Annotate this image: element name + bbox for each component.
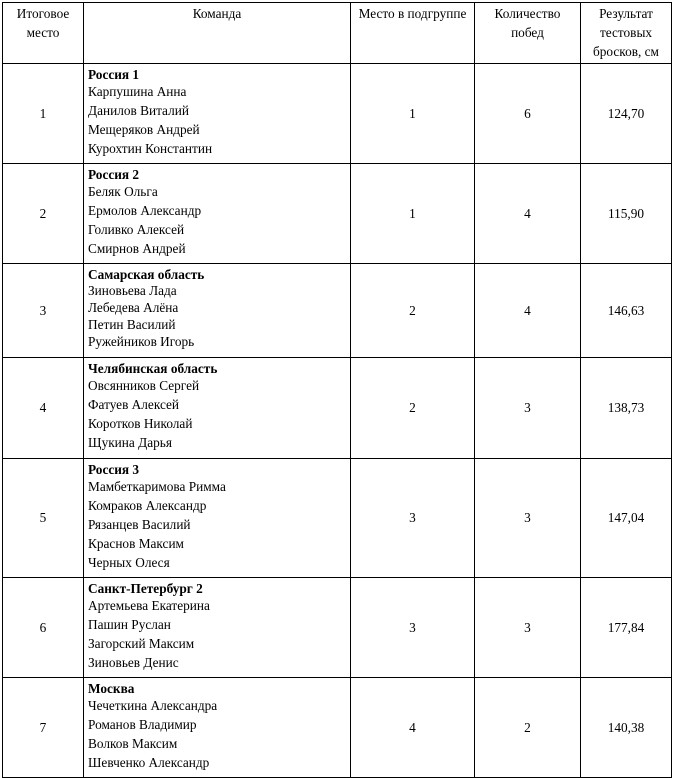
subgroup-place-cell: 3 — [351, 459, 475, 578]
subgroup-place-cell: 2 — [351, 358, 475, 459]
team-member: Зиновьева Лада — [88, 283, 177, 298]
team-name: Челябинская область — [88, 361, 218, 376]
team-name: Самарская область — [88, 267, 205, 282]
place-cell: 6 — [3, 578, 84, 678]
team-member: Данилов Виталий — [88, 103, 189, 118]
place-cell: 4 — [3, 358, 84, 459]
table-row — [3, 358, 672, 459]
result-cell: 115,90 — [581, 164, 672, 264]
team-cell — [84, 678, 351, 778]
table-row — [3, 264, 672, 358]
table-row — [3, 164, 672, 264]
place-cell: 7 — [3, 678, 84, 778]
wins-cell: 4 — [475, 264, 581, 358]
table-row — [3, 459, 672, 578]
subgroup-place-cell: 3 — [351, 578, 475, 678]
team-member: Пашин Руслан — [88, 617, 171, 632]
table-row — [3, 678, 672, 778]
wins-cell: 3 — [475, 578, 581, 678]
team-cell — [84, 164, 351, 264]
wins-cell: 4 — [475, 164, 581, 264]
team-member: Мещеряков Андрей — [88, 122, 200, 137]
team-member: Курохтин Константин — [88, 141, 213, 156]
team-member: Романов Владимир — [88, 717, 197, 732]
result-cell: 177,84 — [581, 578, 672, 678]
subgroup-place-cell: 2 — [351, 264, 475, 358]
team-member: Ермолов Александр — [88, 203, 202, 218]
place-cell: 3 — [3, 264, 84, 358]
result-cell: 147,04 — [581, 459, 672, 578]
place-cell: 5 — [3, 459, 84, 578]
team-member: Мамбеткаримова Римма — [88, 479, 226, 494]
wins-cell: 2 — [475, 678, 581, 778]
wins-cell: 6 — [475, 64, 581, 164]
team-member: Волков Максим — [88, 736, 178, 751]
place-cell: 1 — [3, 64, 84, 164]
team-member: Черных Олеся — [88, 555, 170, 570]
team-member: Беляк Ольга — [88, 184, 158, 199]
team-name: Россия 3 — [88, 462, 140, 477]
table-row — [3, 578, 672, 678]
header-result: Результат тестовых бросков, см — [581, 3, 672, 64]
place-cell: 2 — [3, 164, 84, 264]
team-member: Петин Василий — [88, 317, 176, 332]
wins-cell: 3 — [475, 358, 581, 459]
subgroup-place-cell: 1 — [351, 164, 475, 264]
team-cell — [84, 64, 351, 164]
team-member: Щукина Дарья — [88, 435, 172, 450]
team-member: Краснов Максим — [88, 536, 184, 551]
table-row — [3, 64, 672, 164]
team-member: Карпушина Анна — [88, 84, 187, 99]
subgroup-place-cell: 4 — [351, 678, 475, 778]
result-cell: 140,38 — [581, 678, 672, 778]
result-cell: 124,70 — [581, 64, 672, 164]
team-member: Комраков Александр — [88, 498, 207, 513]
team-member: Чечеткина Александра — [88, 698, 218, 713]
team-member: Рязанцев Василий — [88, 517, 191, 532]
team-member: Загорский Максим — [88, 636, 195, 651]
team-member: Шевченко Александр — [88, 755, 210, 770]
team-name: Россия 2 — [88, 167, 140, 182]
header-place: Итоговое место — [3, 3, 84, 64]
result-cell: 138,73 — [581, 358, 672, 459]
result-cell: 146,63 — [581, 264, 672, 358]
team-name: Россия 1 — [88, 67, 140, 82]
team-member: Лебедева Алёна — [88, 300, 179, 315]
team-member: Коротков Николай — [88, 416, 193, 431]
team-cell — [84, 358, 351, 459]
team-member: Овсянников Сергей — [88, 378, 200, 393]
subgroup-place-cell: 1 — [351, 64, 475, 164]
header-team: Команда — [84, 3, 351, 64]
team-member: Зиновьев Денис — [88, 655, 179, 670]
header-row — [3, 3, 672, 64]
team-name: Санкт-Петербург 2 — [88, 581, 203, 596]
team-member: Артемьева Екатерина — [88, 598, 210, 613]
team-name: Москва — [88, 681, 135, 696]
header-subgroup-place: Место в подгруппе — [351, 3, 475, 64]
team-member: Смирнов Андрей — [88, 241, 186, 256]
team-cell — [84, 578, 351, 678]
team-cell — [84, 264, 351, 358]
header-wins: Количество побед — [475, 3, 581, 64]
wins-cell: 3 — [475, 459, 581, 578]
team-member: Голивко Алексей — [88, 222, 185, 237]
team-cell — [84, 459, 351, 578]
results-table — [2, 2, 672, 778]
team-member: Фатуев Алексей — [88, 397, 180, 412]
team-member: Ружейников Игорь — [88, 334, 195, 349]
